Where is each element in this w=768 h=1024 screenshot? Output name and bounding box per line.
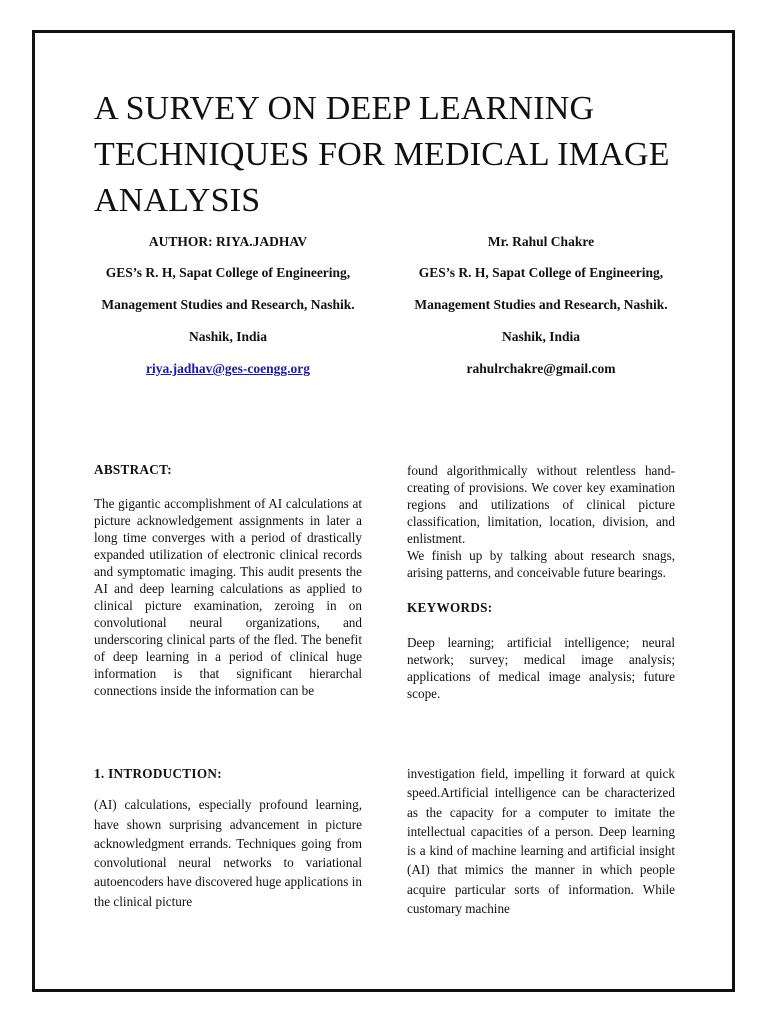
introduction-paragraph: (AI) calculations, especially profound learning, have shown surprising advancement in picture acknowledgment errands. Techniques going from convolutional neural networks to variational autoencoders have discovered huge applications in the clinical picture <box>94 797 362 909</box>
abstract-paragraph: The gigantic accomplishment of AI calculations at picture acknowledgement assignments in later a long time converges with a period of drastically expanded utilization of electronic clinical records and symptomatic imaging. This audit presents the AI and deep learning calculations as applied to clinical picture examination, zeroing in on convolutional neural organizations, and underscoring clinical parts of the fled. The benefit of deep learning in a period of clinical huge information is that significant hierarchal connections inside the information can be <box>94 496 362 698</box>
author-affiliation-department: Management Studies and Research, Nashik. <box>101 297 355 312</box>
abstract-heading: ABSTRACT: <box>94 462 172 477</box>
author-affiliation-college: GES’s R. H, Sapat College of Engineering, <box>105 265 351 280</box>
author-email-link[interactable]: riya.jadhav@ges-coengg.org <box>145 361 311 376</box>
author-block-1 <box>98 232 358 391</box>
introduction-paragraph-continued: investigation field, impelling it forward at quick speed.Artificial intelligence can be characterized as the capacity for a computer to imitate the intellectual capacities of a person. Deep learning is a kind of machine learning and artificial insight (AI) that mimics the manner in which people acquire particular sorts of information. While customary machine <box>407 766 675 917</box>
abstract-paragraph-continued: found algorithmically without relentless hand-creating of provisions. We cover key examination regions and utilizations of clinical picture classification, limitation, location, division, and enlistment. <box>407 463 675 546</box>
author-email: rahulrchakre@gmail.com <box>466 361 616 376</box>
abstract-column-right <box>407 462 675 702</box>
abstract-paragraph-conclusion: We finish up by talking about research snags, arising patterns, and conceivable future bearings. <box>407 548 675 580</box>
keywords-text: Deep learning; artificial intelligence; neural network; survey; medical image analysis; applications of medical image analysis; future scope. <box>407 635 675 701</box>
author-name: AUTHOR: RIYA.JADHAV <box>148 234 308 249</box>
introduction-heading: 1. INTRODUCTION: <box>94 766 222 781</box>
author-affiliation-department: Management Studies and Research, Nashik. <box>414 297 668 312</box>
author-name: Mr. Rahul Chakre <box>487 234 595 249</box>
keywords-heading: KEYWORDS: <box>407 600 493 615</box>
introduction-column-right <box>407 764 675 918</box>
abstract-column-left <box>94 461 362 699</box>
author-affiliation-college: GES’s R. H, Sapat College of Engineering, <box>418 265 664 280</box>
author-location: Nashik, India <box>188 329 268 344</box>
author-block-2 <box>411 232 671 391</box>
paper-title: A SURVEY ON DEEP LEARNING TECHNIQUES FOR MEDICAL IMAGE ANALYSIS <box>94 90 670 219</box>
author-location: Nashik, India <box>501 329 581 344</box>
introduction-column-left <box>94 764 362 911</box>
